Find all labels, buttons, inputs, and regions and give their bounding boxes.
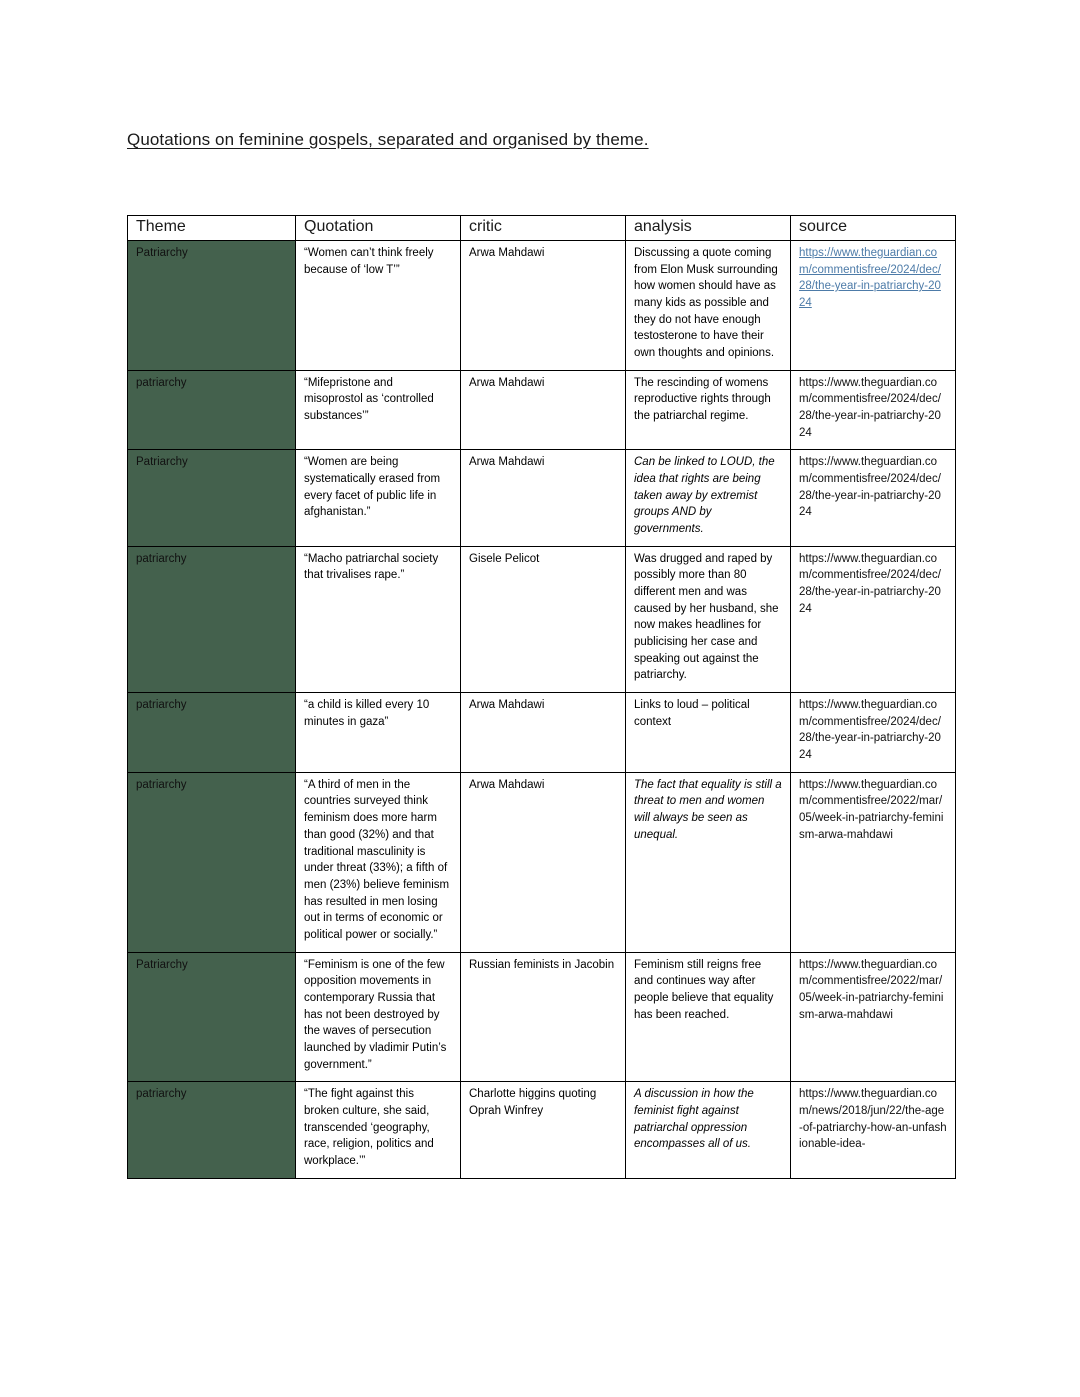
source-text: https://www.theguardian.com/commentisfree/2024/dec/28/the-year-in-patriarchy-2024: [799, 699, 941, 762]
theme-cell: patriarchy: [128, 772, 296, 952]
analysis-cell: Feminism still reigns free and continues way after people believe that equality has been reached.: [626, 952, 791, 1082]
source-cell: [791, 693, 956, 773]
analysis-cell: The fact that equality is still a threat to men and women will always be seen as unequal.: [626, 772, 791, 952]
analysis-cell: Can be linked to LOUD, the idea that rights are being taken away by extremist groups AND by governments.: [626, 450, 791, 546]
quotation-cell: “The fight against this broken culture, she said, transcended ‘geography, race, religion, politics and workplace.’”: [296, 1082, 461, 1178]
table-row: [128, 370, 956, 450]
quotation-cell: “A third of men in the countries surveyed think feminism does more harm than good (32%) and that traditional masculinity is under threat (33%); a fifth of men (23%) believe feminism has resulted in men losing out in terms of economic or political power or socially.”: [296, 772, 461, 952]
table-row: [128, 241, 956, 371]
table-row: [128, 772, 956, 952]
column-header-critic: critic: [461, 216, 626, 241]
source-cell: [791, 772, 956, 952]
source-text: https://www.theguardian.com/commentisfree/2024/dec/28/the-year-in-patriarchy-2024: [799, 376, 941, 439]
theme-cell: Patriarchy: [128, 450, 296, 546]
critic-cell: Russian feminists in Jacobin: [461, 952, 626, 1082]
source-text: https://www.theguardian.com/news/2018/jun/22/the-age-of-patriarchy-how-an-unfashionable-idea-: [799, 1088, 947, 1151]
analysis-cell: Was drugged and raped by possibly more than 80 different men and was caused by her husband, she now makes headlines for publicising her case and speaking out against the patriarchy.: [626, 546, 791, 692]
critic-cell: Arwa Mahdawi: [461, 370, 626, 450]
column-header-source: source: [791, 216, 956, 241]
quotation-cell: “Mifepristone and misoprostol as ‘controlled substances’”: [296, 370, 461, 450]
page-title: Quotations on feminine gospels, separated and organised by theme.: [127, 130, 649, 149]
source-text: https://www.theguardian.com/commentisfree/2024/dec/28/the-year-in-patriarchy-2024: [799, 456, 941, 519]
source-cell: [791, 952, 956, 1082]
quotation-cell: “Macho patriarchal society that trivalises rape.”: [296, 546, 461, 692]
table-row: [128, 952, 956, 1082]
quotation-cell: “Women are being systematically erased from every facet of public life in afghanistan.”: [296, 450, 461, 546]
analysis-cell: A discussion in how the feminist fight against patriarchal oppression encompasses all of us.: [626, 1082, 791, 1178]
theme-cell: Patriarchy: [128, 241, 296, 371]
analysis-cell: Discussing a quote coming from Elon Musk surrounding how women should have as many kids as possible and they do not have enough testosterone to have their own thoughts and opinions.: [626, 241, 791, 371]
column-header-quotation: Quotation: [296, 216, 461, 241]
source-link[interactable]: https://www.theguardian.com/commentisfree/2024/dec/28/the-year-in-patriarchy-2024: [799, 247, 941, 310]
quotations-table: [127, 215, 956, 1179]
table-row: [128, 450, 956, 546]
column-header-analysis: analysis: [626, 216, 791, 241]
table-row: [128, 1082, 956, 1178]
theme-cell: Patriarchy: [128, 952, 296, 1082]
source-text: https://www.theguardian.com/commentisfree/2022/mar/05/week-in-patriarchy-feminism-arwa-mahdawi: [799, 778, 944, 841]
quotation-cell: “Feminism is one of the few opposition movements in contemporary Russia that has not been destroyed by the waves of persecution launched by vladimir Putin’s government.”: [296, 952, 461, 1082]
source-text: https://www.theguardian.com/commentisfree/2022/mar/05/week-in-patriarchy-feminism-arwa-mahdawi: [799, 958, 944, 1021]
theme-cell: patriarchy: [128, 693, 296, 773]
source-cell: [791, 1082, 956, 1178]
source-cell: [791, 370, 956, 450]
analysis-cell: Links to loud – political context: [626, 693, 791, 773]
critic-cell: Arwa Mahdawi: [461, 241, 626, 371]
theme-cell: patriarchy: [128, 546, 296, 692]
column-header-theme: Theme: [128, 216, 296, 241]
quotation-cell: “a child is killed every 10 minutes in gaza”: [296, 693, 461, 773]
analysis-cell: The rescinding of womens reproductive rights through the patriarchal regime.: [626, 370, 791, 450]
source-cell: [791, 241, 956, 371]
quotation-cell: “Women can’t think freely because of ‘low T’”: [296, 241, 461, 371]
quotes-table-body: [128, 241, 956, 1179]
critic-cell: Arwa Mahdawi: [461, 450, 626, 546]
table-row: [128, 546, 956, 692]
table-row: [128, 693, 956, 773]
source-cell: [791, 450, 956, 546]
critic-cell: Arwa Mahdawi: [461, 693, 626, 773]
source-cell: [791, 546, 956, 692]
critic-cell: Charlotte higgins quoting Oprah Winfrey: [461, 1082, 626, 1178]
critic-cell: Arwa Mahdawi: [461, 772, 626, 952]
critic-cell: Gisele Pelicot: [461, 546, 626, 692]
theme-cell: patriarchy: [128, 1082, 296, 1178]
theme-cell: patriarchy: [128, 370, 296, 450]
table-header-row: [128, 216, 956, 241]
source-text: https://www.theguardian.com/commentisfree/2024/dec/28/the-year-in-patriarchy-2024: [799, 552, 941, 615]
